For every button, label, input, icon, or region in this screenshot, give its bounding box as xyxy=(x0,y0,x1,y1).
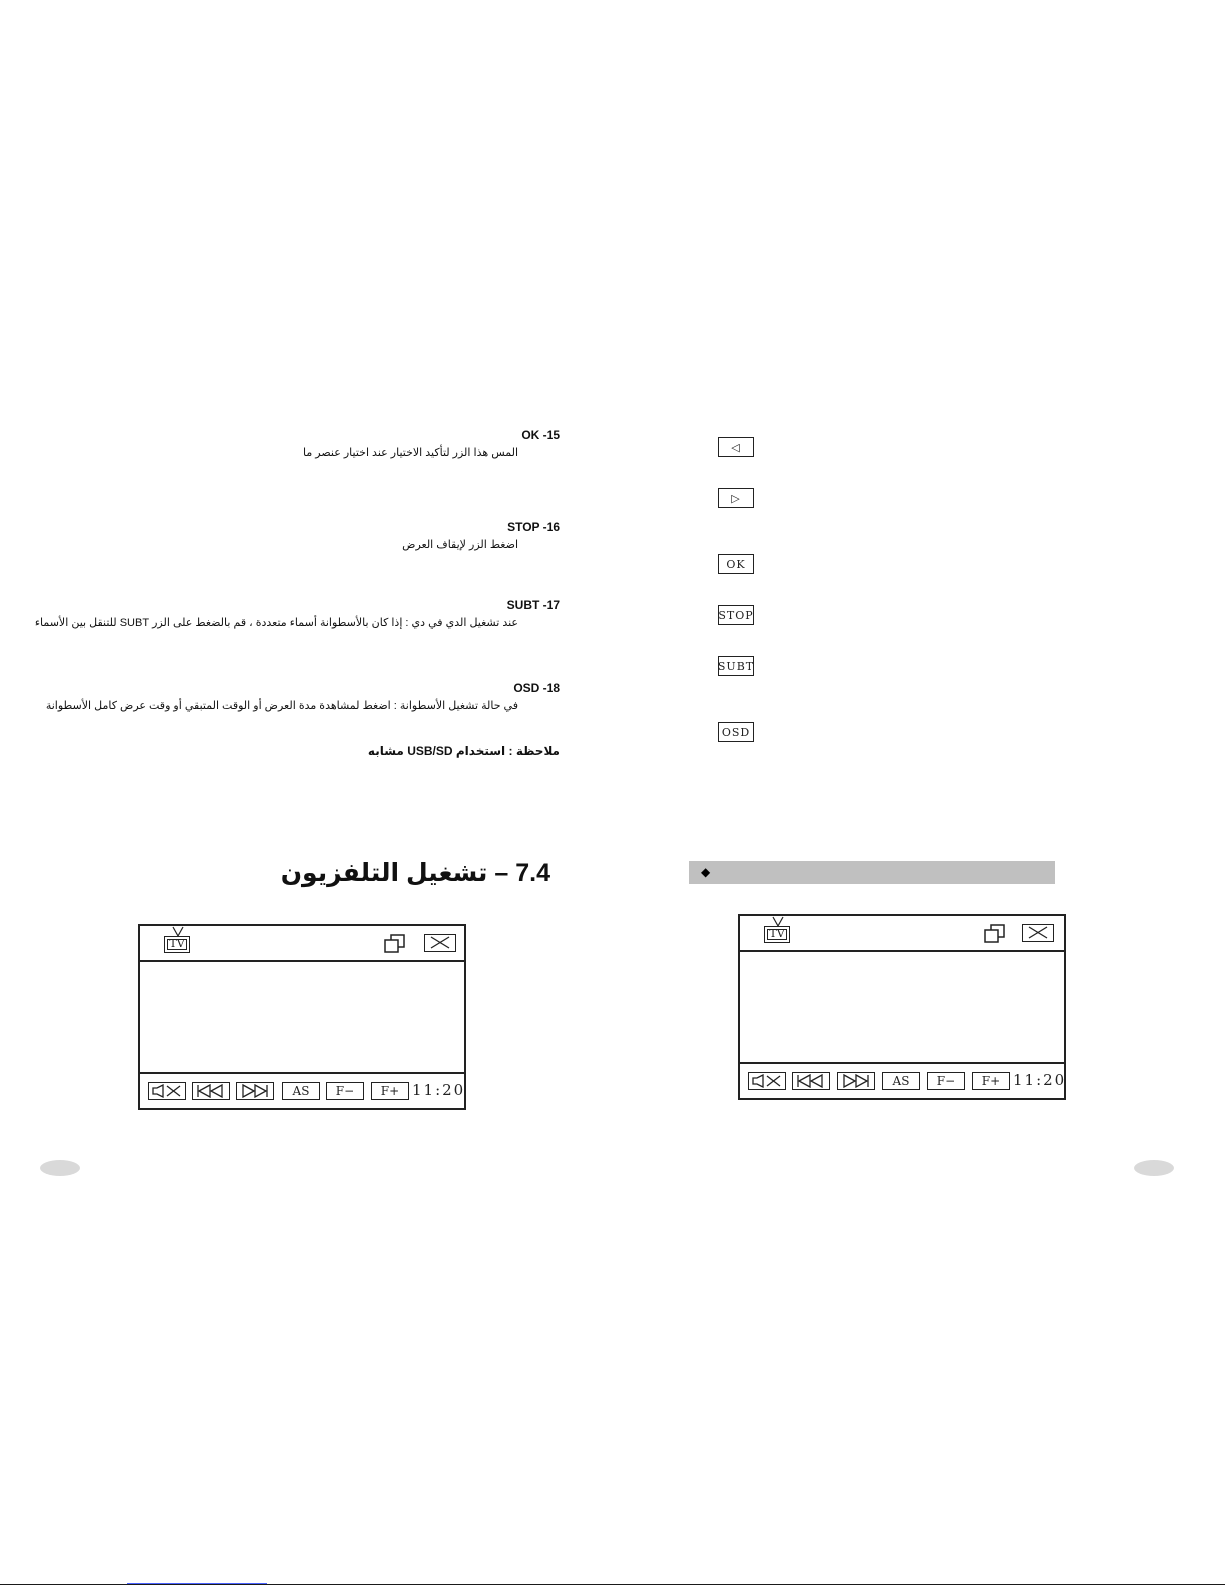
section-bar xyxy=(689,861,1055,884)
tv-icon-label: TV xyxy=(169,937,185,950)
fine-tune-minus-button[interactable]: F− xyxy=(927,1072,965,1090)
screen-title-bar xyxy=(140,926,464,962)
tv-screen-left xyxy=(138,924,466,1110)
rewind-icon xyxy=(194,1084,228,1098)
tv-icon xyxy=(164,926,192,956)
mute-button[interactable] xyxy=(748,1072,786,1090)
fine-tune-minus-button[interactable]: F− xyxy=(326,1082,364,1100)
restore-window-icon[interactable] xyxy=(384,934,406,954)
key-left-arrow: ◁ xyxy=(718,437,754,457)
rewind-button[interactable] xyxy=(792,1072,830,1090)
fine-tune-plus-button[interactable]: F+ xyxy=(371,1082,409,1100)
diamond-bullet: ◆ xyxy=(701,865,711,879)
item-title-stop: STOP -16 xyxy=(507,520,560,534)
item-body-subt: عند تشغيل الدي في دي : إذا كان بالأسطوانة أسماء متعددة ، قم بالضغط على الزر SUBT للتنقل بين الأسماء xyxy=(34,617,518,629)
usb-sd-note: ملاحظة : استخدام USB/SD مشابه xyxy=(367,744,560,758)
screen-title-bar xyxy=(740,916,1064,952)
footer-link-underline xyxy=(127,1583,267,1584)
item-title-osd: OSD -18 xyxy=(513,681,560,695)
item-body-osd: في حالة تشغيل الأسطوانة : اضغط لمشاهدة مدة العرض أو الوقت المتبقي أو وقت عرض كامل الأسطوانة xyxy=(45,700,518,712)
fast-forward-button[interactable] xyxy=(837,1072,875,1090)
item-body-ok: المس هذا الزر لتأكيد الاختيار عند اختيار عنصر ما xyxy=(303,447,518,459)
item-body-stop: اضغط الزر لإيقاف العرض xyxy=(402,539,518,551)
close-window-button[interactable] xyxy=(1022,924,1054,942)
key-right-arrow: ▷ xyxy=(718,488,754,508)
mute-icon xyxy=(150,1084,184,1098)
clock-display: 11:20 xyxy=(412,1081,466,1099)
restore-window-icon[interactable] xyxy=(984,924,1006,944)
page-number-oval-right xyxy=(1134,1160,1174,1176)
tv-screen-right xyxy=(738,914,1066,1100)
fast-forward-icon xyxy=(238,1084,272,1098)
close-icon xyxy=(1023,925,1053,941)
page-number-oval-left xyxy=(40,1160,80,1176)
mute-icon xyxy=(750,1074,784,1088)
key-subt: SUBT xyxy=(718,656,754,676)
fast-forward-button[interactable] xyxy=(236,1082,274,1100)
auto-search-button[interactable]: AS xyxy=(282,1082,320,1100)
clock-display: 11:20 xyxy=(1013,1071,1067,1089)
fast-forward-icon xyxy=(839,1074,873,1088)
section-heading: 7.4 – تشغيل التلفزيون xyxy=(280,859,550,887)
key-stop: STOP xyxy=(718,605,754,625)
item-title-subt: SUBT -17 xyxy=(506,598,560,612)
close-icon xyxy=(425,935,455,951)
mute-button[interactable] xyxy=(148,1082,186,1100)
key-osd: OSD xyxy=(718,722,754,742)
item-title-ok: OK -15 xyxy=(521,428,560,442)
tv-icon-label: TV xyxy=(769,927,785,940)
key-ok: OK xyxy=(718,554,754,574)
screen-control-bar xyxy=(140,1072,464,1108)
close-window-button[interactable] xyxy=(424,934,456,952)
fine-tune-plus-button[interactable]: F+ xyxy=(972,1072,1010,1090)
rewind-button[interactable] xyxy=(192,1082,230,1100)
auto-search-button[interactable]: AS xyxy=(882,1072,920,1090)
tv-icon xyxy=(764,916,792,946)
screen-control-bar xyxy=(740,1062,1067,1098)
rewind-icon xyxy=(794,1074,828,1088)
